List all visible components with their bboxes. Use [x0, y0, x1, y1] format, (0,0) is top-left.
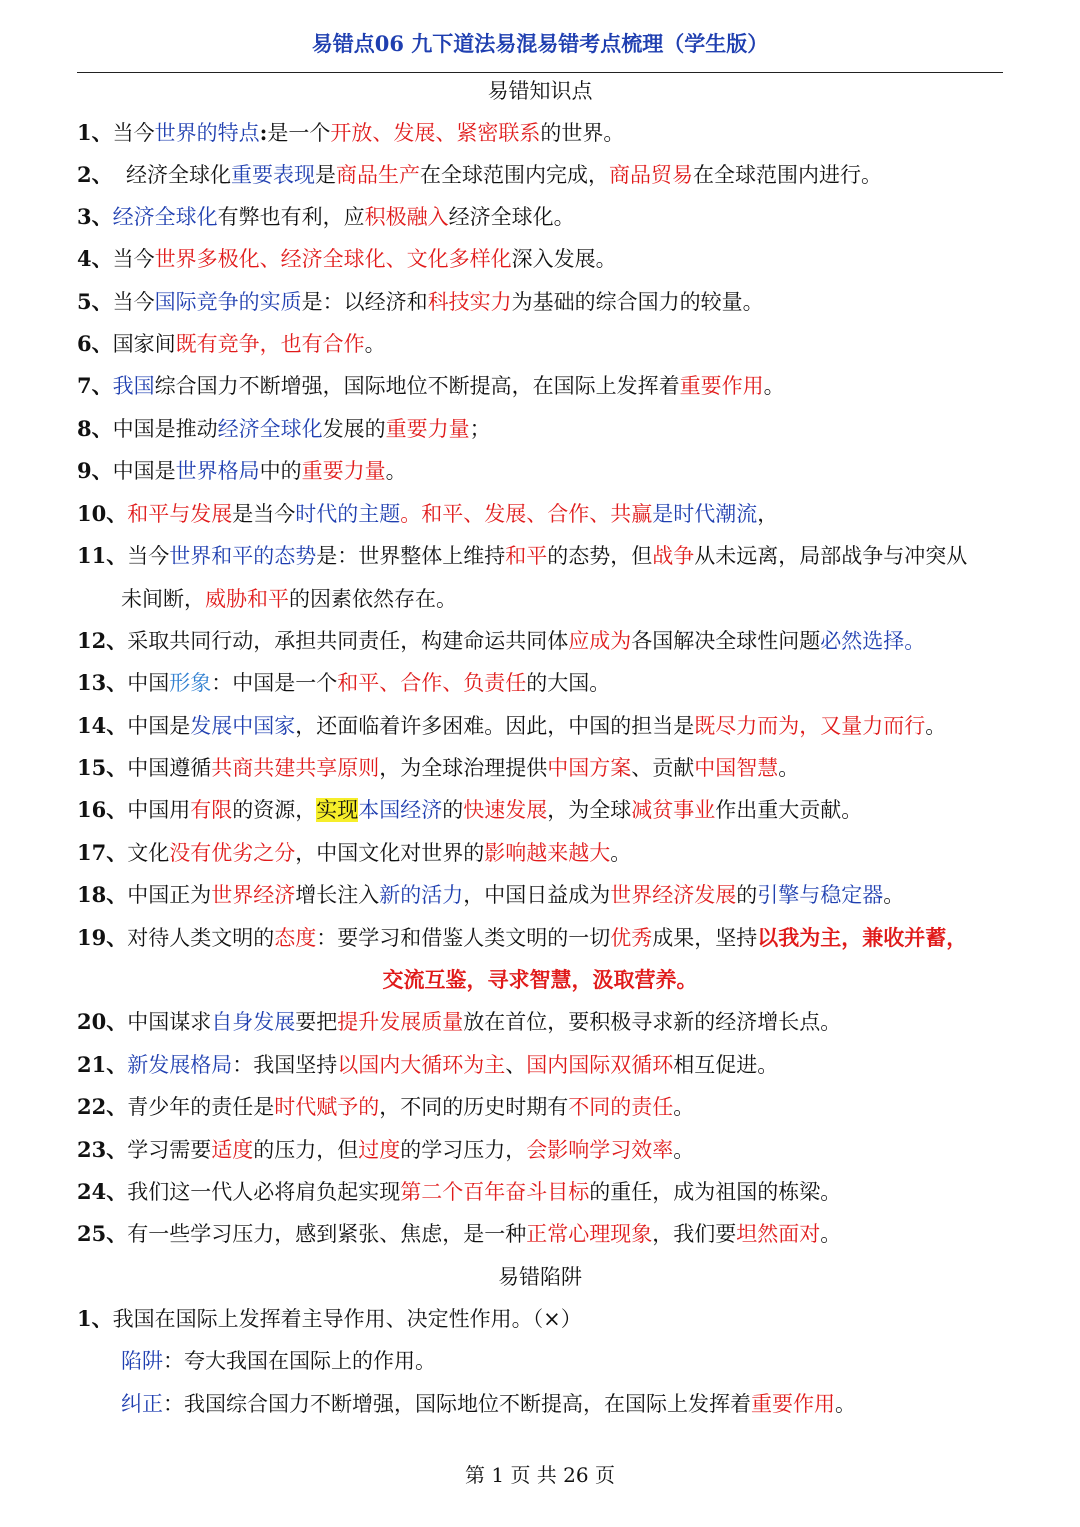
trap-question [77, 1298, 1007, 1340]
item-key-term: 新发展格局 [127, 1053, 233, 1077]
item-emphasis: 以我为主，兼收并蓄， [757, 925, 968, 950]
item-text: 我们这一代人必将肩负起实现 [127, 1180, 401, 1204]
item-text: 夸大我国在国际上的作用。 [184, 1349, 436, 1373]
item-emphasis: 重要力量 [301, 459, 386, 483]
item-text: 是当今 [232, 502, 296, 526]
item-number: 2、 [77, 162, 113, 187]
item-text: ，还面临着许多困难。因此，中国的担当是 [295, 714, 695, 738]
item-text: 放在首位，要积极寻求新的经济增长点。 [463, 1010, 842, 1034]
item-emphasis: 积极融入 [364, 205, 449, 229]
knowledge-item [77, 832, 1007, 874]
knowledge-item [77, 662, 1007, 704]
item-number: 13、 [77, 670, 128, 695]
item-number: 25、 [77, 1221, 128, 1246]
item-number: 4、 [77, 246, 113, 271]
knowledge-item [77, 705, 1007, 747]
item-text: 成果，坚持 [652, 926, 758, 950]
item-number: 1、 [77, 1306, 113, 1331]
item-number: 7、 [77, 373, 113, 398]
item-emphasis: 有限 [190, 798, 233, 822]
item-emphasis: 没有优劣之分 [169, 841, 296, 865]
item-emphasis: 减贫事业 [631, 798, 716, 822]
item-number: 8、 [77, 416, 113, 441]
item-text: 中国用 [127, 798, 191, 822]
item-number: 21、 [77, 1052, 128, 1077]
item-number: 6、 [77, 331, 113, 356]
item-text: 、贡献 [631, 756, 695, 780]
item-text: ： [163, 1349, 184, 1373]
item-emphasis: 正常心理现象 [526, 1222, 653, 1246]
item-text: 的 [442, 798, 464, 822]
item-emphasis: 和平、发展、合作、共赢 [421, 502, 653, 526]
item-number: 11、 [77, 543, 128, 568]
item-emphasis: 第二个百年奋斗目标 [400, 1180, 590, 1204]
item-emphasis: 重要力量 [385, 417, 470, 441]
item-text: 的 [736, 883, 758, 907]
item-emphasis: 和平与发展 [127, 502, 233, 526]
item-emphasis: 和平、合作、负责任 [337, 671, 527, 695]
item-text: 。 [883, 883, 905, 907]
item-emphasis: 和平 [505, 544, 548, 568]
item-emphasis: 开放、发展、紧密联系 [330, 121, 541, 145]
item-number: 19、 [77, 925, 128, 950]
item-text: 。 [820, 1222, 842, 1246]
item-text: 。 [364, 332, 386, 356]
item-text: 我国在国际上发挥着主导作用、决定性作用。（×） [112, 1307, 582, 1331]
item-text: 。 [673, 1138, 695, 1162]
item-text: 学习需要 [127, 1138, 212, 1162]
knowledge-item [77, 917, 1007, 959]
item-text: 有弊也有利，应 [217, 205, 365, 229]
item-emphasis: 威胁和平 [205, 587, 289, 611]
item-text: 对待人类文明的 [127, 926, 275, 950]
knowledge-item [77, 535, 1007, 577]
item-emphasis: 快速发展 [463, 798, 548, 822]
item-emphasis: 世界经济发展 [610, 883, 737, 907]
item-emphasis: 不同的责任 [568, 1095, 674, 1119]
item-emphasis: 中国智慧 [694, 756, 779, 780]
item-text: 的学习压力， [400, 1138, 527, 1162]
item-emphasis: 会影响学习效率 [526, 1138, 674, 1162]
page-title: 易错点06 九下道法易混易错考点梳理（学生版） [311, 31, 769, 56]
item-key-term: 必然选择 [820, 629, 905, 653]
item-text: 当今 [112, 247, 155, 271]
item-text: 经济全球化 [112, 163, 231, 187]
item-text: 综合国力不断增强，国际地位不断提高，在国际上发挥着 [154, 374, 680, 398]
item-text: 采取共同行动，承担共同责任，构建命运共同体 [127, 629, 569, 653]
item-text: 的重任，成为祖国的栋梁。 [589, 1180, 842, 1204]
item-number: 10、 [77, 501, 128, 526]
item-text: 要把 [295, 1010, 338, 1034]
knowledge-item [77, 238, 1007, 280]
item-emphasis: 世界多极化、经济全球化、文化多样化 [154, 247, 512, 271]
item-text: ， [757, 502, 779, 526]
item-number: 1、 [77, 120, 113, 145]
item-text: 在全球范围内完成， [419, 163, 609, 187]
item-text: : [259, 120, 268, 145]
item-key-term: 自身发展 [211, 1010, 296, 1034]
trap-correction [121, 1383, 1051, 1425]
knowledge-item [77, 281, 1007, 323]
item-text: ，为全球治理提供 [379, 756, 548, 780]
item-text: 的因素依然存在。 [289, 587, 457, 611]
item-key-term: 是 [652, 502, 674, 526]
item-text: ，我们要 [652, 1222, 737, 1246]
item-key-term: 我国 [112, 374, 155, 398]
item-key-term: 发展中国家 [190, 714, 296, 738]
item-emphasis: 共商共建共享原则 [211, 756, 380, 780]
item-text: 从未远离，局部战争与冲突从 [694, 544, 968, 568]
item-text: 中国是 [127, 714, 191, 738]
item-text: 中国是推动 [112, 417, 218, 441]
item-number: 18、 [77, 882, 128, 907]
knowledge-item [77, 789, 1007, 831]
knowledge-item [77, 112, 1007, 154]
item-key-term: 时代的主题 [295, 502, 401, 526]
item-text: 经济全球化。 [448, 205, 575, 229]
correction-label: 纠正 [121, 1392, 163, 1416]
item-emphasis: 影响越来越大 [484, 841, 611, 865]
item-emphasis: 世界经济 [211, 883, 296, 907]
item-number: 16、 [77, 797, 128, 822]
knowledge-item [77, 1086, 1007, 1128]
item-emphasis: 国内国际双循环 [526, 1053, 674, 1077]
item-text: 的大国。 [526, 671, 611, 695]
item-text: 。 [835, 1392, 856, 1416]
item-text: 的世界。 [540, 121, 625, 145]
item-text: 。 [385, 459, 407, 483]
page-footer: 第 1 页 共 26 页 [465, 1463, 615, 1487]
item-key-term: 世界的特点 [154, 121, 260, 145]
item-text: 有一些学习压力，感到紧张、焦虑，是一种 [127, 1222, 527, 1246]
item-text: 国家间 [112, 332, 176, 356]
item-emphasis: 商品生产 [335, 163, 420, 187]
item-text: 的压力，但 [253, 1138, 359, 1162]
item-text: 是：以经济和 [301, 290, 428, 314]
section-heading-knowledge: 易错知识点 [487, 79, 593, 103]
item-text: ：中国是一个 [211, 671, 338, 695]
item-text: 。 [610, 841, 632, 865]
item-text: ； [469, 417, 491, 441]
item-text: 在全球范围内进行。 [692, 163, 882, 187]
item-text: 当今 [112, 121, 155, 145]
knowledge-item [77, 493, 1007, 535]
item-key-term: 形象 [169, 671, 212, 695]
knowledge-item [77, 874, 1007, 916]
item-text: ，不同的历史时期有 [379, 1095, 569, 1119]
item-key-term: 经济全球化 [112, 205, 218, 229]
section-heading-traps: 易错陷阱 [498, 1265, 582, 1289]
item-text: ：我国坚持 [232, 1053, 338, 1077]
item-key-term: 重要表现 [230, 163, 315, 187]
knowledge-item [77, 450, 1007, 492]
item-text: 增长注入 [295, 883, 380, 907]
item-text: 当今 [127, 544, 170, 568]
item-text: ，中国文化对世界的 [295, 841, 485, 865]
item-text: ，中国日益成为 [463, 883, 611, 907]
item-text: 的态势，但 [547, 544, 653, 568]
item-text: 相互促进。 [673, 1053, 779, 1077]
knowledge-item [77, 1044, 1007, 1086]
item-key-term: 经济全球化 [217, 417, 323, 441]
knowledge-item-continuation [121, 578, 1051, 620]
item-key-term: 引擎与稳定器 [757, 883, 884, 907]
item-key-term: 世界格局 [175, 459, 260, 483]
item-emphasis: 战争 [652, 544, 695, 568]
knowledge-item [77, 1129, 1007, 1171]
item-text: 。 [904, 629, 926, 653]
item-number: 20、 [77, 1009, 128, 1034]
item-key-term: 国际竞争的实质 [154, 290, 302, 314]
knowledge-item-continuation [0, 959, 1080, 1001]
item-emphasis: 适度 [211, 1138, 254, 1162]
item-emphasis: 重要作用 [751, 1392, 835, 1416]
item-text: 中国 [127, 671, 170, 695]
item-number: 15、 [77, 755, 128, 780]
item-number: 5、 [77, 289, 113, 314]
knowledge-item [77, 620, 1007, 662]
item-text: ：要学习和借鉴人类文明的一切 [316, 926, 611, 950]
trap-label: 陷阱 [121, 1349, 163, 1373]
item-emphasis: 应成为 [568, 629, 632, 653]
knowledge-item [77, 365, 1007, 407]
item-text: 文化 [127, 841, 170, 865]
item-text: 青少年的责任是 [127, 1095, 275, 1119]
item-text: 我国综合国力不断增强，国际地位不断提高，在国际上发挥着 [184, 1392, 751, 1416]
item-key-term: 时代潮流 [673, 502, 758, 526]
item-number: 22、 [77, 1094, 128, 1119]
item-text: ，为全球 [547, 798, 632, 822]
knowledge-item [77, 1001, 1007, 1043]
item-emphasis: 重要作用 [679, 374, 764, 398]
item-text: 为基础的综合国力的较量。 [511, 290, 764, 314]
knowledge-item [77, 1213, 1007, 1255]
item-text: 中国正为 [127, 883, 212, 907]
item-text: 中国是 [112, 459, 176, 483]
item-key-term: 新的活力 [379, 883, 464, 907]
item-text: ： [163, 1392, 184, 1416]
item-emphasis: 坦然面对 [736, 1222, 821, 1246]
knowledge-item [77, 196, 1007, 238]
item-emphasis: 商品贸易 [608, 163, 693, 187]
knowledge-item [77, 747, 1007, 789]
item-text: 中国谋求 [127, 1010, 212, 1034]
knowledge-item [77, 154, 1007, 196]
item-text: 中的 [259, 459, 302, 483]
item-text: 发展的 [322, 417, 386, 441]
item-emphasis: 交流互鉴，寻求智慧，汲取营养。 [382, 967, 698, 992]
item-number: 17、 [77, 840, 128, 865]
item-text: 。 [673, 1095, 695, 1119]
item-text: 深入发展。 [511, 247, 617, 271]
item-text: 的资源， [232, 798, 317, 822]
item-text: 。 [925, 714, 947, 738]
item-emphasis: 过度 [358, 1138, 401, 1162]
item-emphasis: 提升发展质量 [337, 1010, 464, 1034]
item-text: 。 [778, 756, 800, 780]
knowledge-item [77, 408, 1007, 450]
knowledge-item [77, 323, 1007, 365]
item-text: 。 [763, 374, 785, 398]
highlighted-text: 实现 [316, 798, 359, 822]
item-emphasis: 时代赋予的 [274, 1095, 380, 1119]
item-text: 作出重大贡献。 [715, 798, 863, 822]
item-text: 当今 [112, 290, 155, 314]
item-text: 中国遵循 [127, 756, 212, 780]
item-emphasis: 既尽力而为，又量力而行 [694, 714, 926, 738]
item-number: 12、 [77, 628, 128, 653]
item-number: 23、 [77, 1137, 128, 1162]
item-text: 是一个 [267, 121, 331, 145]
item-emphasis: 以国内大循环为主 [337, 1053, 506, 1077]
item-text: 各国解决全球性问题 [631, 629, 821, 653]
item-key-term: 世界和平的态势 [169, 544, 317, 568]
item-text: 、 [505, 1053, 527, 1077]
item-number: 24、 [77, 1179, 128, 1204]
item-text: 是 [314, 163, 336, 187]
item-number: 3、 [77, 204, 113, 229]
item-emphasis: 。 [400, 502, 422, 526]
item-text: 未间断， [121, 587, 205, 611]
item-number: 9、 [77, 458, 113, 483]
item-key-term: 本国经济 [358, 798, 443, 822]
item-text: 是：世界整体上维持 [316, 544, 506, 568]
item-emphasis: 优秀 [610, 926, 653, 950]
item-emphasis: 科技实力 [427, 290, 512, 314]
item-number: 14、 [77, 713, 128, 738]
trap-explanation [121, 1340, 1051, 1382]
knowledge-item [77, 1171, 1007, 1213]
item-emphasis: 态度 [274, 926, 317, 950]
item-emphasis: 既有竞争，也有合作 [175, 332, 365, 356]
item-emphasis: 中国方案 [547, 756, 632, 780]
